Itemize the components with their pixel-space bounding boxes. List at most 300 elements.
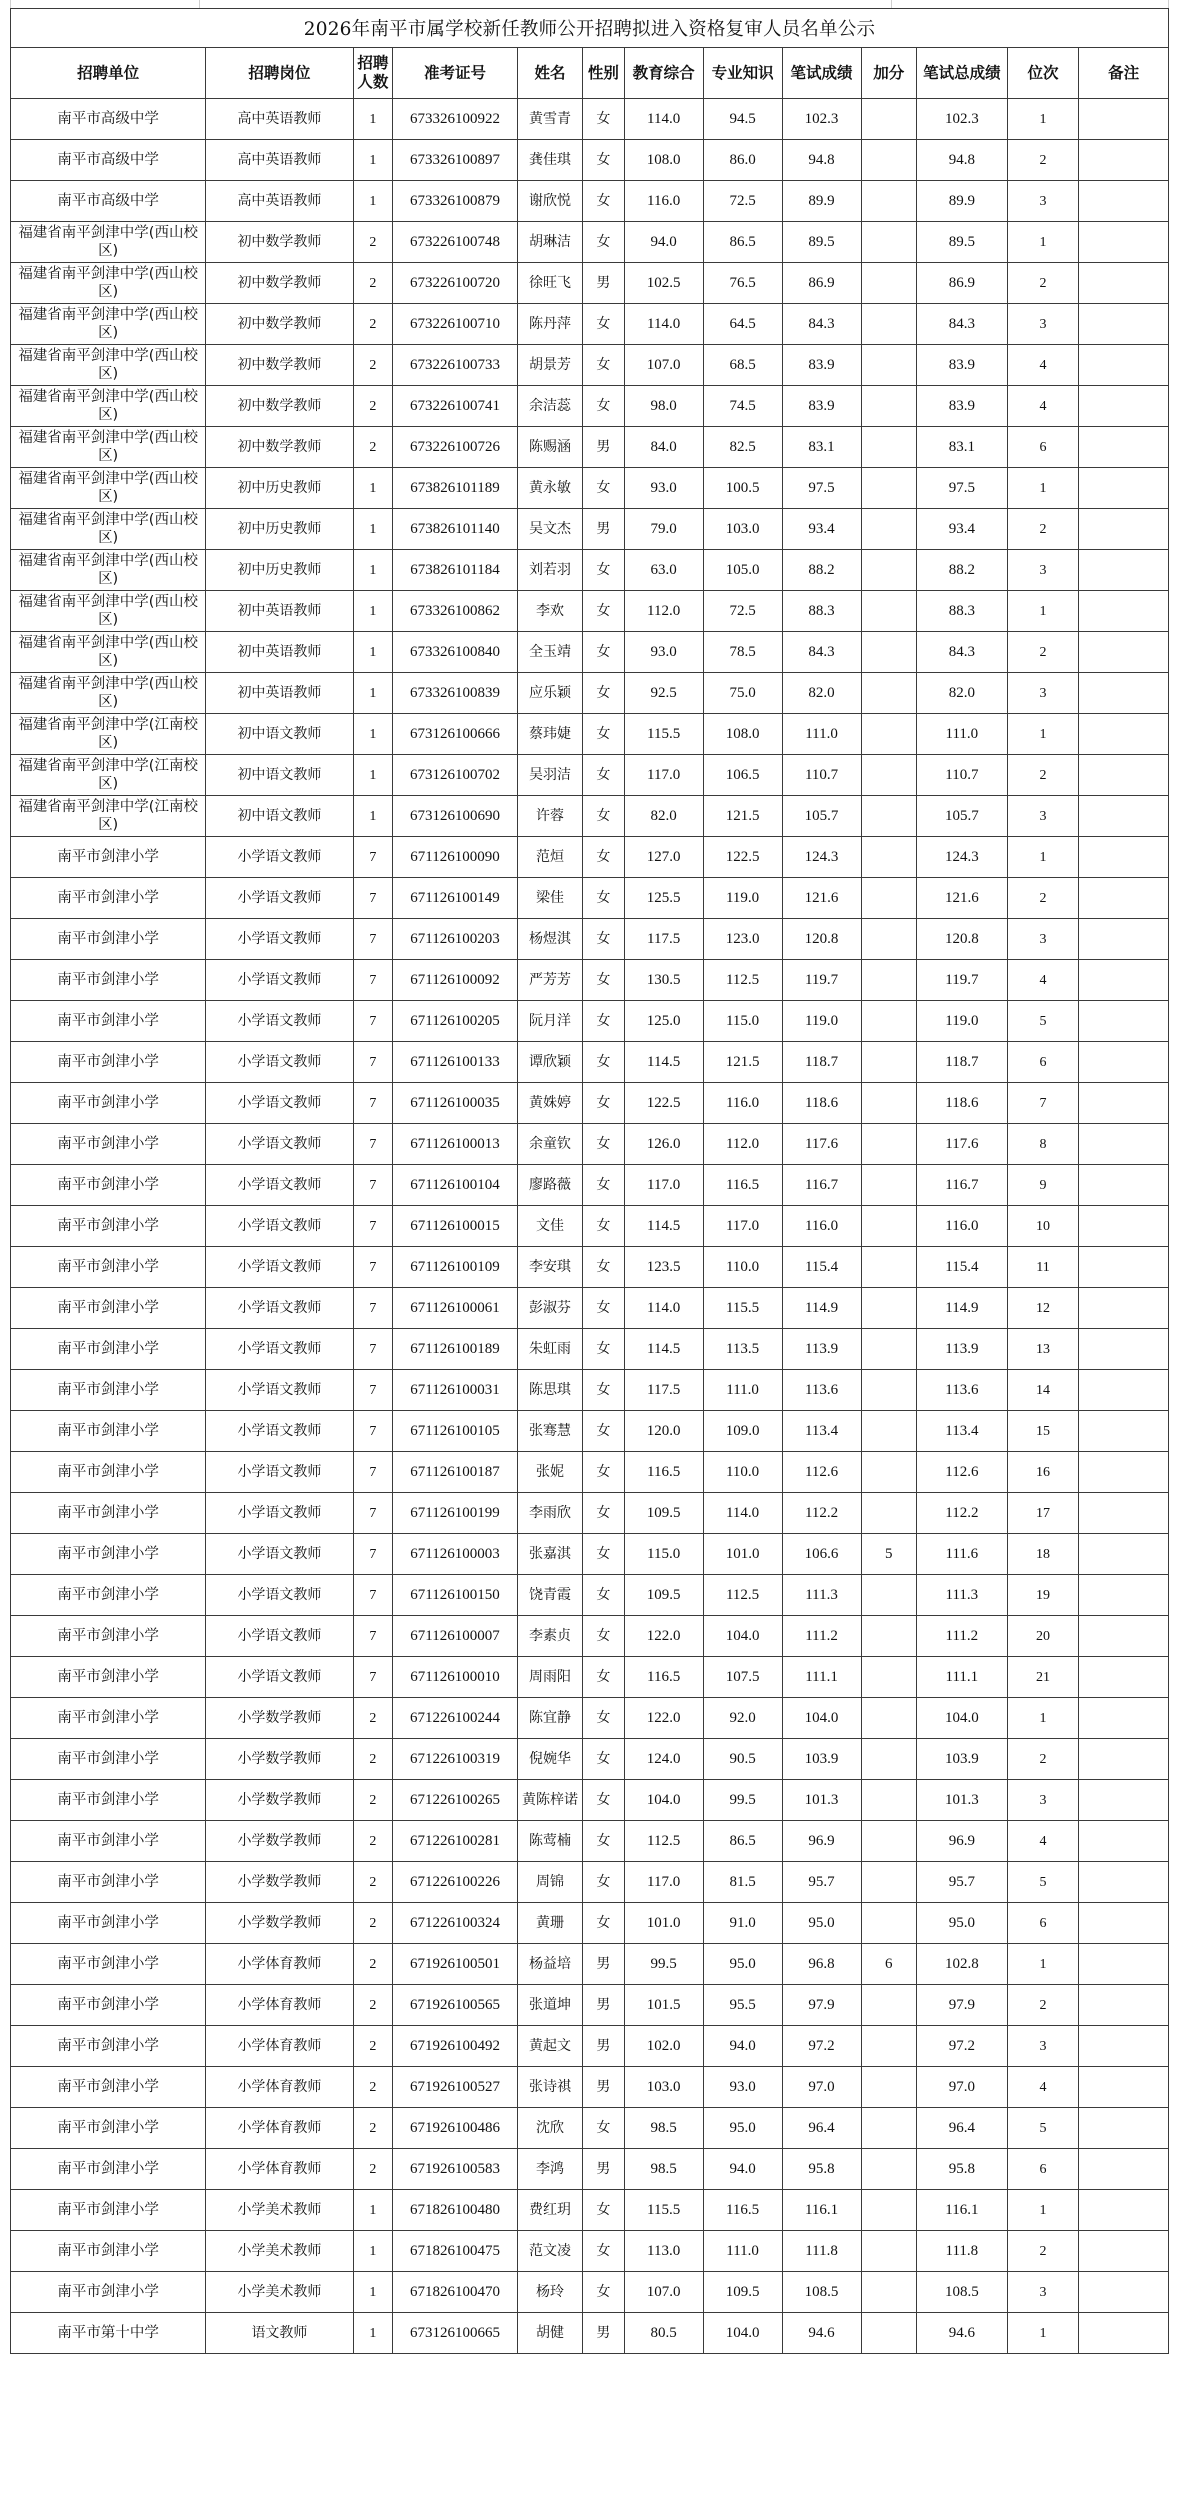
education-score-cell: 115.0 — [624, 1534, 703, 1575]
unit-cell: 南平市剑津小学 — [11, 1042, 206, 1083]
name-cell: 蔡玮婕 — [517, 714, 582, 755]
written-score-cell: 119.0 — [782, 1001, 861, 1042]
gender-cell: 女 — [583, 591, 625, 632]
written-score-cell: 119.7 — [782, 960, 861, 1001]
ticket-number-cell: 671126100203 — [393, 919, 518, 960]
post-cell: 初中语文教师 — [206, 755, 353, 796]
professional-score-cell: 111.0 — [703, 1370, 782, 1411]
quota-cell: 1 — [353, 2190, 392, 2231]
ticket-number-cell: 671126100090 — [393, 837, 518, 878]
ticket-number-cell: 671126100109 — [393, 1247, 518, 1288]
written-score-cell: 97.9 — [782, 1985, 861, 2026]
table-row — [11, 1575, 1169, 1616]
education-score-cell: 117.0 — [624, 1862, 703, 1903]
quota-cell: 2 — [353, 304, 392, 345]
unit-cell: 南平市剑津小学 — [11, 960, 206, 1001]
name-cell: 李素贞 — [517, 1616, 582, 1657]
gender-cell: 女 — [583, 632, 625, 673]
gender-cell: 男 — [583, 2026, 625, 2067]
rank-cell: 1 — [1007, 591, 1079, 632]
bonus-cell — [861, 1083, 916, 1124]
total-score-cell: 95.7 — [917, 1862, 1008, 1903]
ticket-number-cell: 671926100501 — [393, 1944, 518, 1985]
bonus-cell — [861, 1862, 916, 1903]
education-score-cell: 84.0 — [624, 427, 703, 468]
remark-cell — [1079, 1698, 1169, 1739]
rank-cell: 2 — [1007, 140, 1079, 181]
unit-cell: 南平市剑津小学 — [11, 1411, 206, 1452]
unit-cell: 福建省南平剑津中学(西山校区) — [11, 632, 206, 673]
total-score-cell: 101.3 — [917, 1780, 1008, 1821]
quota-cell: 2 — [353, 1698, 392, 1739]
education-score-cell: 125.0 — [624, 1001, 703, 1042]
gender-cell: 女 — [583, 755, 625, 796]
remark-cell — [1079, 1247, 1169, 1288]
post-cell: 小学体育教师 — [206, 2149, 353, 2190]
written-score-cell: 112.2 — [782, 1493, 861, 1534]
gender-cell: 女 — [583, 1698, 625, 1739]
professional-score-cell: 92.0 — [703, 1698, 782, 1739]
rank-cell: 19 — [1007, 1575, 1079, 1616]
name-cell: 全玉靖 — [517, 632, 582, 673]
rank-cell: 1 — [1007, 2190, 1079, 2231]
bonus-cell — [861, 1698, 916, 1739]
post-cell: 初中数学教师 — [206, 386, 353, 427]
quota-cell: 1 — [353, 2231, 392, 2272]
total-score-cell: 114.9 — [917, 1288, 1008, 1329]
rank-cell: 3 — [1007, 673, 1079, 714]
professional-score-cell: 110.0 — [703, 1247, 782, 1288]
unit-cell: 南平市剑津小学 — [11, 878, 206, 919]
table-row — [11, 1288, 1169, 1329]
table-row — [11, 550, 1169, 591]
quota-cell: 2 — [353, 2026, 392, 2067]
unit-cell: 福建省南平剑津中学(西山校区) — [11, 673, 206, 714]
professional-score-cell: 123.0 — [703, 919, 782, 960]
total-score-cell: 113.9 — [917, 1329, 1008, 1370]
written-score-cell: 84.3 — [782, 304, 861, 345]
rank-cell: 8 — [1007, 1124, 1079, 1165]
unit-cell: 南平市高级中学 — [11, 181, 206, 222]
written-score-cell: 113.6 — [782, 1370, 861, 1411]
gender-cell: 女 — [583, 1657, 625, 1698]
quota-cell: 7 — [353, 1493, 392, 1534]
written-score-cell: 86.9 — [782, 263, 861, 304]
name-cell: 周锦 — [517, 1862, 582, 1903]
post-cell: 小学体育教师 — [206, 1985, 353, 2026]
gender-cell: 女 — [583, 345, 625, 386]
post-cell: 小学语文教师 — [206, 837, 353, 878]
unit-cell: 南平市剑津小学 — [11, 1165, 206, 1206]
professional-score-cell: 113.5 — [703, 1329, 782, 1370]
unit-cell: 南平市剑津小学 — [11, 2067, 206, 2108]
unit-cell: 福建省南平剑津中学(江南校区) — [11, 755, 206, 796]
post-cell: 小学体育教师 — [206, 1944, 353, 1985]
total-score-cell: 116.1 — [917, 2190, 1008, 2231]
unit-cell: 南平市高级中学 — [11, 140, 206, 181]
professional-score-cell: 91.0 — [703, 1903, 782, 1944]
education-score-cell: 117.0 — [624, 755, 703, 796]
unit-cell: 福建省南平剑津中学(西山校区) — [11, 345, 206, 386]
gender-cell: 女 — [583, 1329, 625, 1370]
gender-cell: 女 — [583, 2272, 625, 2313]
written-score-cell: 120.8 — [782, 919, 861, 960]
unit-cell: 福建省南平剑津中学(江南校区) — [11, 714, 206, 755]
unit-cell: 南平市剑津小学 — [11, 2149, 206, 2190]
written-score-cell: 121.6 — [782, 878, 861, 919]
education-score-cell: 124.0 — [624, 1739, 703, 1780]
total-score-cell: 111.2 — [917, 1616, 1008, 1657]
gender-cell: 女 — [583, 960, 625, 1001]
gender-cell: 女 — [583, 673, 625, 714]
column-header: 招聘人数 — [353, 48, 392, 99]
total-score-cell: 82.0 — [917, 673, 1008, 714]
remark-cell — [1079, 550, 1169, 591]
bonus-cell — [861, 755, 916, 796]
name-cell: 周雨阳 — [517, 1657, 582, 1698]
ticket-number-cell: 671926100486 — [393, 2108, 518, 2149]
name-cell: 龚佳琪 — [517, 140, 582, 181]
remark-cell — [1079, 878, 1169, 919]
bonus-cell — [861, 2067, 916, 2108]
total-score-cell: 111.8 — [917, 2231, 1008, 2272]
rank-cell: 1 — [1007, 99, 1079, 140]
bonus-cell — [861, 2190, 916, 2231]
education-score-cell: 115.5 — [624, 714, 703, 755]
education-score-cell: 109.5 — [624, 1575, 703, 1616]
written-score-cell: 95.8 — [782, 2149, 861, 2190]
quota-cell: 1 — [353, 591, 392, 632]
professional-score-cell: 103.0 — [703, 509, 782, 550]
ticket-number-cell: 671126100205 — [393, 1001, 518, 1042]
gender-cell: 男 — [583, 1985, 625, 2026]
rank-cell: 3 — [1007, 2026, 1079, 2067]
remark-cell — [1079, 1985, 1169, 2026]
rank-cell: 2 — [1007, 1985, 1079, 2026]
ticket-number-cell: 673326100839 — [393, 673, 518, 714]
education-score-cell: 98.0 — [624, 386, 703, 427]
unit-cell: 南平市第十中学 — [11, 2313, 206, 2354]
table-row — [11, 1739, 1169, 1780]
total-score-cell: 121.6 — [917, 878, 1008, 919]
bonus-cell — [861, 1370, 916, 1411]
ticket-number-cell: 671926100583 — [393, 2149, 518, 2190]
total-score-cell: 119.0 — [917, 1001, 1008, 1042]
quota-cell: 1 — [353, 181, 392, 222]
table-row — [11, 2108, 1169, 2149]
total-score-cell: 119.7 — [917, 960, 1008, 1001]
post-cell: 小学语文教师 — [206, 878, 353, 919]
quota-cell: 7 — [353, 1452, 392, 1493]
written-score-cell: 108.5 — [782, 2272, 861, 2313]
post-cell: 初中历史教师 — [206, 550, 353, 591]
quota-cell: 2 — [353, 1739, 392, 1780]
gender-cell: 女 — [583, 796, 625, 837]
rank-cell: 6 — [1007, 1042, 1079, 1083]
education-score-cell: 98.5 — [624, 2149, 703, 2190]
unit-cell: 南平市剑津小学 — [11, 1534, 206, 1575]
quota-cell: 2 — [353, 345, 392, 386]
remark-cell — [1079, 2313, 1169, 2354]
bonus-cell — [861, 1288, 916, 1329]
professional-score-cell: 112.5 — [703, 1575, 782, 1616]
professional-score-cell: 122.5 — [703, 837, 782, 878]
remark-cell — [1079, 2149, 1169, 2190]
total-score-cell: 102.8 — [917, 1944, 1008, 1985]
name-cell: 费红玥 — [517, 2190, 582, 2231]
remark-cell — [1079, 1575, 1169, 1616]
gender-cell: 女 — [583, 1575, 625, 1616]
ticket-number-cell: 673826101140 — [393, 509, 518, 550]
table-body — [11, 99, 1169, 2354]
rank-cell: 5 — [1007, 1862, 1079, 1903]
bonus-cell — [861, 796, 916, 837]
ticket-number-cell: 671126100003 — [393, 1534, 518, 1575]
education-score-cell: 112.5 — [624, 1821, 703, 1862]
rank-cell: 18 — [1007, 1534, 1079, 1575]
rank-cell: 1 — [1007, 714, 1079, 755]
bonus-cell: 6 — [861, 1944, 916, 1985]
education-score-cell: 80.5 — [624, 2313, 703, 2354]
written-score-cell: 95.7 — [782, 1862, 861, 1903]
rank-cell: 1 — [1007, 1698, 1079, 1739]
professional-score-cell: 116.5 — [703, 2190, 782, 2231]
gender-cell: 男 — [583, 2149, 625, 2190]
total-score-cell: 97.5 — [917, 468, 1008, 509]
table-row — [11, 468, 1169, 509]
education-score-cell: 108.0 — [624, 140, 703, 181]
rank-cell: 9 — [1007, 1165, 1079, 1206]
ticket-number-cell: 671926100492 — [393, 2026, 518, 2067]
gender-cell: 男 — [583, 509, 625, 550]
name-cell: 徐旺飞 — [517, 263, 582, 304]
professional-score-cell: 115.5 — [703, 1288, 782, 1329]
rank-cell: 21 — [1007, 1657, 1079, 1698]
remark-cell — [1079, 919, 1169, 960]
name-cell: 刘若羽 — [517, 550, 582, 591]
name-cell: 张道坤 — [517, 1985, 582, 2026]
name-cell: 阮月洋 — [517, 1001, 582, 1042]
professional-score-cell: 104.0 — [703, 2313, 782, 2354]
bonus-cell — [861, 1780, 916, 1821]
gender-cell: 女 — [583, 1534, 625, 1575]
ticket-number-cell: 671226100281 — [393, 1821, 518, 1862]
written-score-cell: 110.7 — [782, 755, 861, 796]
written-score-cell: 94.6 — [782, 2313, 861, 2354]
written-score-cell: 96.4 — [782, 2108, 861, 2149]
professional-score-cell: 101.0 — [703, 1534, 782, 1575]
unit-cell: 南平市剑津小学 — [11, 2190, 206, 2231]
rank-cell: 3 — [1007, 2272, 1079, 2313]
written-score-cell: 111.3 — [782, 1575, 861, 1616]
professional-score-cell: 110.0 — [703, 1452, 782, 1493]
quota-cell: 1 — [353, 99, 392, 140]
education-score-cell: 109.5 — [624, 1493, 703, 1534]
ticket-number-cell: 671126100189 — [393, 1329, 518, 1370]
quota-cell: 1 — [353, 673, 392, 714]
education-score-cell: 107.0 — [624, 2272, 703, 2313]
quota-cell: 7 — [353, 1042, 392, 1083]
gender-cell: 女 — [583, 550, 625, 591]
table-row — [11, 1411, 1169, 1452]
post-cell: 小学语文教师 — [206, 1329, 353, 1370]
gender-cell: 女 — [583, 140, 625, 181]
gender-cell: 男 — [583, 263, 625, 304]
bonus-cell — [861, 1411, 916, 1452]
post-cell: 小学语文教师 — [206, 1616, 353, 1657]
education-score-cell: 127.0 — [624, 837, 703, 878]
table-row — [11, 1780, 1169, 1821]
remark-cell — [1079, 1903, 1169, 1944]
table-row — [11, 2026, 1169, 2067]
post-cell: 初中数学教师 — [206, 345, 353, 386]
table-row — [11, 1124, 1169, 1165]
post-cell: 小学语文教师 — [206, 1124, 353, 1165]
name-cell: 谭欣颖 — [517, 1042, 582, 1083]
ticket-number-cell: 671126100199 — [393, 1493, 518, 1534]
bonus-cell — [861, 1206, 916, 1247]
total-score-cell: 95.0 — [917, 1903, 1008, 1944]
bonus-cell — [861, 427, 916, 468]
post-cell: 初中英语教师 — [206, 632, 353, 673]
professional-score-cell: 86.5 — [703, 222, 782, 263]
remark-cell — [1079, 345, 1169, 386]
written-score-cell: 96.8 — [782, 1944, 861, 1985]
name-cell: 陈莺楠 — [517, 1821, 582, 1862]
unit-cell: 南平市剑津小学 — [11, 919, 206, 960]
bonus-cell — [861, 1616, 916, 1657]
bonus-cell — [861, 1739, 916, 1780]
post-cell: 小学数学教师 — [206, 1698, 353, 1739]
table-row — [11, 2313, 1169, 2354]
rank-cell: 11 — [1007, 1247, 1079, 1288]
bonus-cell — [861, 550, 916, 591]
post-cell: 小学语文教师 — [206, 1575, 353, 1616]
professional-score-cell: 114.0 — [703, 1493, 782, 1534]
rank-cell: 13 — [1007, 1329, 1079, 1370]
ticket-number-cell: 671826100470 — [393, 2272, 518, 2313]
ticket-number-cell: 671926100565 — [393, 1985, 518, 2026]
rank-cell: 14 — [1007, 1370, 1079, 1411]
header-row — [11, 48, 1169, 99]
table-row — [11, 140, 1169, 181]
quota-cell: 1 — [353, 2272, 392, 2313]
total-score-cell: 117.6 — [917, 1124, 1008, 1165]
professional-score-cell: 86.5 — [703, 1821, 782, 1862]
gender-cell: 女 — [583, 1493, 625, 1534]
written-score-cell: 89.5 — [782, 222, 861, 263]
title-row — [11, 9, 1169, 48]
quota-cell: 2 — [353, 1944, 392, 1985]
name-cell: 黄姝婷 — [517, 1083, 582, 1124]
professional-score-cell: 107.5 — [703, 1657, 782, 1698]
ticket-number-cell: 673326100862 — [393, 591, 518, 632]
ticket-number-cell: 673226100741 — [393, 386, 518, 427]
ticket-number-cell: 673226100748 — [393, 222, 518, 263]
unit-cell: 南平市剑津小学 — [11, 1903, 206, 1944]
name-cell: 谢欣悦 — [517, 181, 582, 222]
table-row — [11, 1821, 1169, 1862]
bonus-cell — [861, 1165, 916, 1206]
professional-score-cell: 94.5 — [703, 99, 782, 140]
written-score-cell: 97.0 — [782, 2067, 861, 2108]
remark-cell — [1079, 796, 1169, 837]
education-score-cell: 122.5 — [624, 1083, 703, 1124]
column-header: 性别 — [583, 48, 625, 99]
remark-cell — [1079, 673, 1169, 714]
gender-cell: 女 — [583, 2190, 625, 2231]
post-cell: 小学语文教师 — [206, 1493, 353, 1534]
unit-cell: 南平市剑津小学 — [11, 1329, 206, 1370]
total-score-cell: 116.7 — [917, 1165, 1008, 1206]
bonus-cell — [861, 1657, 916, 1698]
total-score-cell: 111.0 — [917, 714, 1008, 755]
post-cell: 小学体育教师 — [206, 2067, 353, 2108]
quota-cell: 1 — [353, 632, 392, 673]
written-score-cell: 96.9 — [782, 1821, 861, 1862]
table-row — [11, 427, 1169, 468]
ticket-number-cell: 671126100105 — [393, 1411, 518, 1452]
name-cell: 范烜 — [517, 837, 582, 878]
post-cell: 小学美术教师 — [206, 2190, 353, 2231]
remark-cell — [1079, 755, 1169, 796]
gender-cell: 男 — [583, 2313, 625, 2354]
column-header: 备注 — [1079, 48, 1169, 99]
remark-cell — [1079, 99, 1169, 140]
total-score-cell: 84.3 — [917, 304, 1008, 345]
table-row — [11, 99, 1169, 140]
quota-cell: 7 — [353, 1370, 392, 1411]
gender-cell: 男 — [583, 1944, 625, 1985]
written-score-cell: 84.3 — [782, 632, 861, 673]
post-cell: 小学语文教师 — [206, 1411, 353, 1452]
post-cell: 初中数学教师 — [206, 427, 353, 468]
post-cell: 小学美术教师 — [206, 2231, 353, 2272]
name-cell: 廖路薇 — [517, 1165, 582, 1206]
bonus-cell — [861, 1329, 916, 1370]
bonus-cell — [861, 960, 916, 1001]
rank-cell: 3 — [1007, 1780, 1079, 1821]
total-score-cell: 83.1 — [917, 427, 1008, 468]
professional-score-cell: 74.5 — [703, 386, 782, 427]
name-cell: 李鸿 — [517, 2149, 582, 2190]
professional-score-cell: 112.5 — [703, 960, 782, 1001]
total-score-cell: 116.0 — [917, 1206, 1008, 1247]
unit-cell: 南平市高级中学 — [11, 99, 206, 140]
gender-cell: 女 — [583, 1083, 625, 1124]
professional-score-cell: 105.0 — [703, 550, 782, 591]
quota-cell: 1 — [353, 796, 392, 837]
name-cell: 陈宜静 — [517, 1698, 582, 1739]
remark-cell — [1079, 1944, 1169, 1985]
professional-score-cell: 109.0 — [703, 1411, 782, 1452]
written-score-cell: 111.2 — [782, 1616, 861, 1657]
total-score-cell: 118.7 — [917, 1042, 1008, 1083]
professional-score-cell: 108.0 — [703, 714, 782, 755]
education-score-cell: 104.0 — [624, 1780, 703, 1821]
quota-cell: 1 — [353, 755, 392, 796]
gender-cell: 女 — [583, 1247, 625, 1288]
bonus-cell — [861, 140, 916, 181]
post-cell: 小学语文教师 — [206, 1657, 353, 1698]
name-cell: 梁佳 — [517, 878, 582, 919]
total-score-cell: 112.6 — [917, 1452, 1008, 1493]
bonus-cell — [861, 1001, 916, 1042]
remark-cell — [1079, 263, 1169, 304]
remark-cell — [1079, 1739, 1169, 1780]
rank-cell: 6 — [1007, 427, 1079, 468]
column-header: 位次 — [1007, 48, 1079, 99]
